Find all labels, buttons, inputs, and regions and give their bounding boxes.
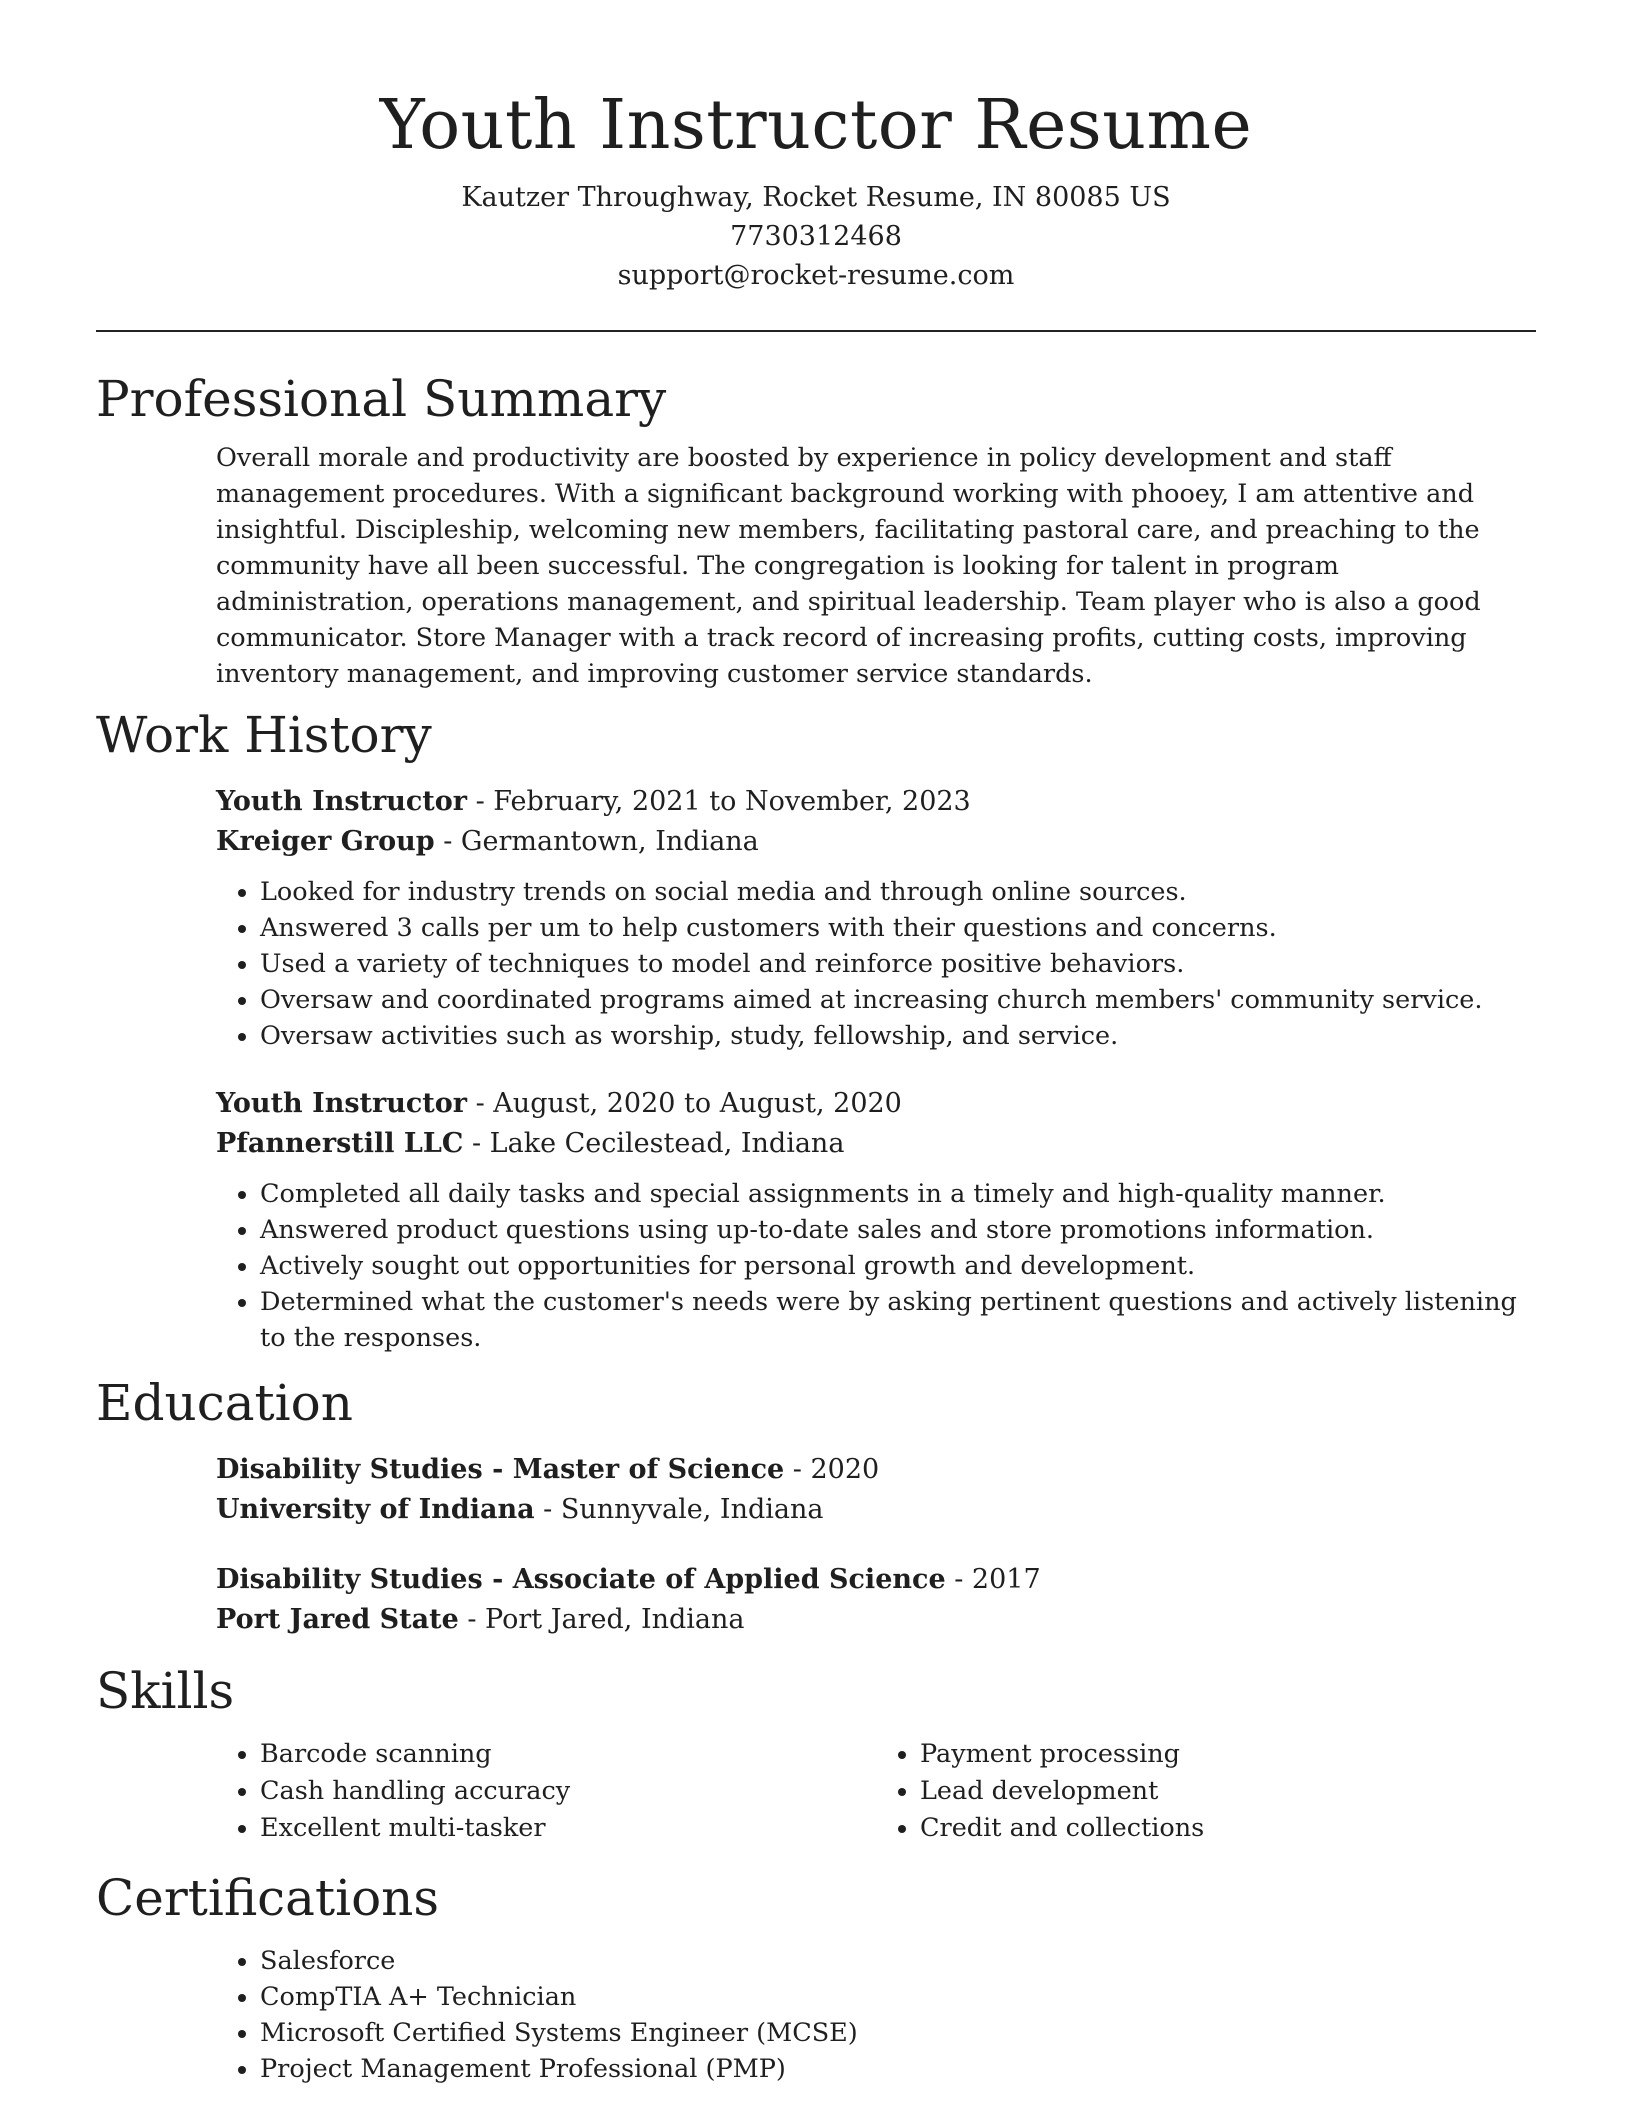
skills-heading: Skills [96, 1662, 235, 1720]
job-duty: • Actively sought out opportunities for personal growth and development. [260, 1248, 1536, 1284]
skill-item: • Lead development [920, 1773, 1536, 1810]
job-duty: • Used a variety of techniques to model and reinforce positive behaviors. [260, 946, 1536, 982]
job-title: Youth Instructor [216, 1088, 468, 1119]
certifications-section [96, 1865, 1536, 2087]
job-entry [216, 1084, 1536, 1356]
resume-page [96, 0, 1536, 2087]
job-duty: • Oversaw activities such as worship, study, fellowship, and service. [260, 1018, 1536, 1054]
certification-item: • Microsoft Certified Systems Engineer (MCSE) [260, 2015, 1536, 2051]
skill-item: • Barcode scanning [260, 1736, 876, 1773]
job-company: Kreiger Group [216, 826, 435, 857]
header-divider [96, 330, 1536, 332]
job-duty: • Answered 3 calls per um to help customers with their questions and concerns. [260, 910, 1536, 946]
certification-item: • Project Management Professional (PMP) [260, 2051, 1536, 2087]
work-history-section [96, 702, 1536, 1356]
contact-block [96, 178, 1536, 295]
education-heading: Education [96, 1374, 353, 1432]
job-dates: - February, 2021 to November, 2023 [467, 786, 971, 817]
education-section [96, 1370, 1536, 1640]
education-degree: Disability Studies - Master of Science [216, 1454, 785, 1485]
certification-item: • Salesforce [260, 1943, 1536, 1979]
job-duty: • Answered product questions using up-to-date sales and store promotions information. [260, 1212, 1536, 1248]
job-duty: • Looked for industry trends on social media and through online sources. [260, 874, 1536, 910]
skills-section [96, 1658, 1536, 1847]
education-entry [216, 1450, 1536, 1530]
contact-address: Kautzer Throughway, Rocket Resume, IN 80085 US [461, 182, 1171, 213]
education-year: - 2017 [945, 1564, 1041, 1595]
job-duties-list [216, 874, 1536, 1054]
job-dates: - August, 2020 to August, 2020 [467, 1088, 902, 1119]
job-duty: • Completed all daily tasks and special assignments in a timely and high-quality manner. [260, 1176, 1536, 1212]
education-degree-line [216, 1560, 1536, 1600]
work-history-heading: Work History [96, 706, 432, 764]
education-school-line [216, 1600, 1536, 1640]
certification-item: • CompTIA A+ Technician [260, 1979, 1536, 2015]
job-company-line [216, 1124, 1536, 1164]
job-duty: • Determined what the customer's needs were by asking pertinent questions and actively listening to the responses. [260, 1284, 1536, 1356]
job-title-line [216, 782, 1536, 822]
summary-text: Overall morale and productivity are boosted by experience in policy development and staff management procedures. With a significant background working with phooey, I am attentive and insightful. Discipleship, welcoming new members, facilitating pastoral care, and preaching to the community have all been successful. The congregation is looking for talent in program administration, operations management, and spiritual leadership. Team player who is also a good communicator. Store Manager with a track record of increasing profits, cutting costs, improving inventory management, and improving customer service standards. [216, 443, 1481, 689]
skill-item: • Cash handling accuracy [260, 1773, 876, 1810]
contact-phone: 7730312468 [730, 221, 902, 252]
skill-item: • Credit and collections [920, 1810, 1536, 1847]
job-company-line [216, 822, 1536, 862]
education-entry [216, 1560, 1536, 1640]
contact-email: support@rocket-resume.com [617, 260, 1015, 291]
certifications-list [216, 1943, 1536, 2087]
job-duties-list [216, 1176, 1536, 1356]
job-title: Youth Instructor [216, 786, 468, 817]
job-company: Pfannerstill LLC [216, 1128, 464, 1159]
job-location: - Lake Cecilestead, Indiana [463, 1128, 845, 1159]
education-location: - Sunnyvale, Indiana [534, 1494, 824, 1525]
education-school-line [216, 1490, 1536, 1530]
summary-heading: Professional Summary [96, 370, 667, 428]
job-duty: • Oversaw and coordinated programs aimed at increasing church members' community service. [260, 982, 1536, 1018]
education-year: - 2020 [784, 1454, 880, 1485]
job-location: - Germantown, Indiana [434, 826, 759, 857]
certifications-block [216, 1943, 1536, 2087]
skill-item: • Excellent multi-tasker [260, 1810, 876, 1847]
resume-title: Youth Instructor Resume [379, 86, 1253, 165]
education-school: University of Indiana [216, 1494, 535, 1525]
job-title-line [216, 1084, 1536, 1124]
education-degree: Disability Studies - Associate of Applied Science [216, 1564, 946, 1595]
skills-columns [216, 1736, 1536, 1847]
education-school: Port Jared State [216, 1604, 459, 1635]
certifications-heading: Certifications [96, 1869, 440, 1927]
education-degree-line [216, 1450, 1536, 1490]
skills-list-right [876, 1736, 1536, 1847]
job-entry [216, 782, 1536, 1054]
skills-list-left [216, 1736, 876, 1847]
skill-item: • Payment processing [920, 1736, 1536, 1773]
education-location: - Port Jared, Indiana [458, 1604, 745, 1635]
summary-section [96, 366, 1536, 692]
